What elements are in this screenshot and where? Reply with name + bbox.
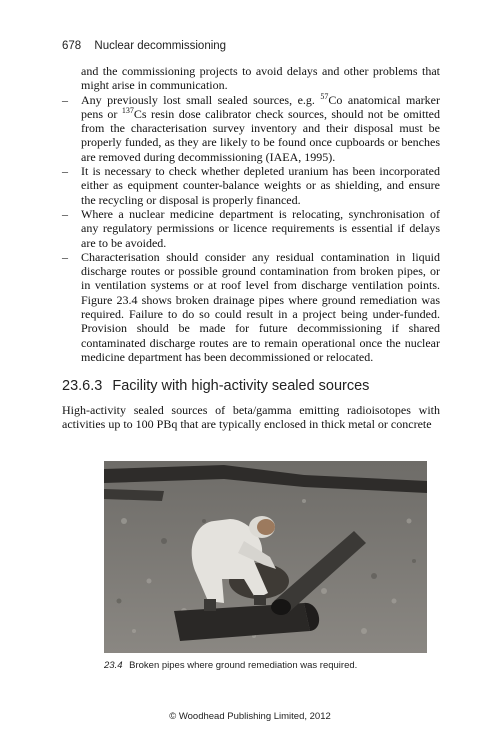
section-heading xyxy=(62,378,369,394)
copyright-footer: © Woodhead Publishing Limited, 2012 xyxy=(169,711,331,722)
section-title: Facility with high-activity sealed sources xyxy=(112,378,370,394)
bullet-text: It is necessary to check whether depleted uranium has been incorporated either as equipment counter-balance weights or as shielding, and ensure the recycling or disposal is properly financed. xyxy=(81,164,440,207)
continuation-text: and the commissioning projects to avoid delays and other problems that might arise in communication. xyxy=(81,64,440,93)
bullet-dash: – xyxy=(62,164,68,179)
bullet-dash: – xyxy=(62,206,68,221)
bullet-text-part: Any previously lost small sealed sources, e.g. xyxy=(81,92,321,107)
bullet-item xyxy=(62,164,440,207)
figure-photo xyxy=(104,461,427,653)
running-title: Nuclear decommissioning xyxy=(94,40,227,52)
bullet-item xyxy=(62,93,440,164)
section-paragraph: High-activity sealed sources of beta/gamma emitting radioisotopes with activities up to 100 PBq that are typically enclosed in thick metal or concrete xyxy=(62,403,440,432)
page-number: 678 xyxy=(62,40,82,52)
figure-caption-text: Broken pipes where ground remediation was required. xyxy=(129,660,358,671)
bullet-text: Characterisation should consider any residual contamination in liquid discharge routes or possible ground contamination from broken pipes, or in ventilation systems or at roof level from discharge ventilation points. Figure 23.4 shows broken drainage pipes where ground remediation was required. Failure to do so could result in a project being under-funded. Provision should be made for future decommissioning if shared contaminated discharge routes are to remain operational once the nuclear medicine department has been decommissioned or relocated. xyxy=(81,249,440,364)
bullet-dash: – xyxy=(62,92,68,107)
bullet-item xyxy=(62,250,440,364)
body-text xyxy=(62,64,440,364)
running-header xyxy=(62,40,226,52)
bullet-text-part: Cs resin dose calibrator check sources, should not be omitted from the characterisation survey inventory and their disposal must be properly funded, as they are likely to be found once cupboards or benches are removed during decommissioning (IAEA, 1995). xyxy=(81,106,440,164)
figure-caption xyxy=(104,660,357,671)
bullet-text-part: Co anatomical marker pens or xyxy=(81,92,440,121)
isotope-mass-number: 57 xyxy=(320,91,329,101)
bullet-dash: – xyxy=(62,249,68,264)
isotope-mass-number: 137 xyxy=(121,105,134,115)
section-number: 23.6.3 xyxy=(62,378,103,394)
bullet-text: Where a nuclear medicine department is relocating, synchronisation of any regulatory permissions or licence requirements is essential if delays are to be avoided. xyxy=(81,206,440,250)
bullet-item xyxy=(62,207,440,250)
figure-number: 23.4 xyxy=(104,660,123,671)
bullet-list xyxy=(62,93,440,365)
photo-illustration xyxy=(104,461,427,653)
